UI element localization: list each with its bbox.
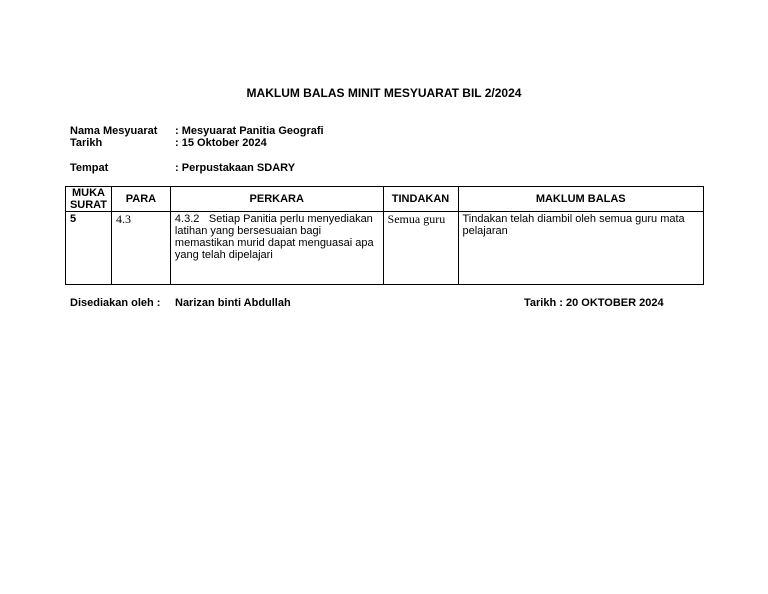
- header-para: PARA: [111, 187, 170, 212]
- table-row: [66, 212, 704, 285]
- header-tindakan: TINDAKAN: [383, 187, 458, 212]
- tarikh-label: Tarikh: [70, 137, 103, 149]
- nama-mesyuarat-label: Nama Mesyuarat: [70, 125, 158, 137]
- prepared-by-name: Narizan binti Abdullah: [175, 297, 291, 309]
- document-title: MAKLUM BALAS MINIT MESYUARAT BIL 2/2024: [246, 86, 522, 100]
- footer-date: Tarikh : 20 OKTOBER 2024: [524, 297, 664, 309]
- tempat-label: Tempat: [70, 162, 109, 174]
- header-muka-surat-line1: MUKA: [71, 187, 105, 199]
- nama-mesyuarat-value: : Mesyuarat Panitia Geografi: [175, 125, 324, 137]
- minutes-feedback-table: [65, 186, 704, 285]
- header-muka-surat-line2: SURAT: [69, 199, 108, 211]
- cell-muka-surat: 5: [66, 212, 112, 285]
- tempat-value: : Perpustakaan SDARY: [175, 162, 295, 174]
- tarikh-value: : 15 Oktober 2024: [175, 137, 267, 149]
- cell-tindakan: Semua guru: [383, 212, 458, 285]
- perkara-number: 4.3.2: [174, 213, 200, 225]
- header-maklum-balas: MAKLUM BALAS: [458, 187, 704, 212]
- header-muka-surat: [66, 187, 112, 212]
- header-perkara: PERKARA: [170, 187, 383, 212]
- prepared-by-label: Disediakan oleh :: [70, 297, 161, 309]
- cell-maklum-balas: Tindakan telah diambil oleh semua guru mata pelajaran: [458, 212, 704, 285]
- cell-para: 4.3: [111, 212, 170, 285]
- cell-perkara: [170, 212, 383, 285]
- perkara-text: Setiap Panitia perlu menyediakan latihan yang bersesuaian bagi memastikan murid dapat menguasai apa yang telah dipelajari: [174, 213, 374, 261]
- table-header-row: [66, 187, 704, 212]
